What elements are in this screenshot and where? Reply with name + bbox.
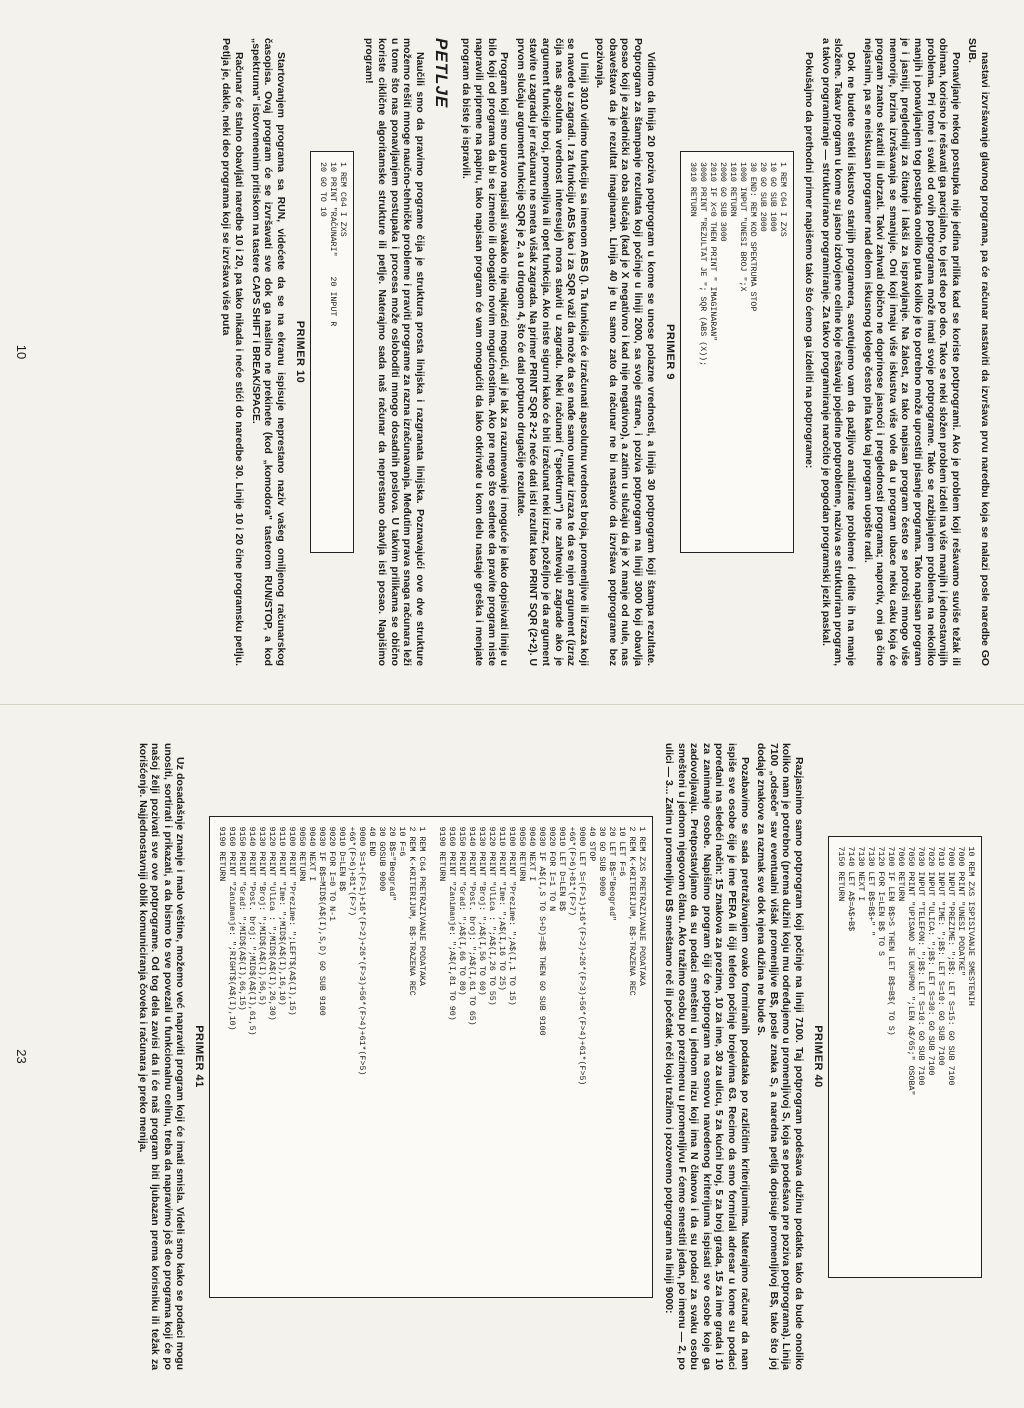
code-line [426,827,436,1287]
code-line: 9140 PRINT "Post. broj: ";MID$(A$(I),61,5) [247,826,257,1036]
code-line: +66*(F>6)+81*(F>7) [347,826,357,917]
code-line: 7020 INPUT "ULICA: ";B$: LET S=30: GO SUB 7100 [926,846,935,1076]
code-line: 9010 LET D=LEN B$ [557,826,567,912]
code-line: 40 STOP [587,826,597,862]
code-line: 9040 NEXT I [307,826,317,882]
code-line: 7030 INPUT "TELEFON: ";B$: LET S=10: GO SUB 7100 [916,846,925,1086]
code-line: 9140 PRINT "Post. broj: ";A$(I,61 TO 65) [467,826,477,1026]
code-line: 9160 PRINT "Zanimanje: ";RIGHT$(A$(I),10) [227,826,237,1031]
code-line: 7120 FOR I=LEN B$ TO S [876,846,885,957]
code-line: 2 REM K-KRITERIJUM, B$-TRAZENA REC [407,826,417,996]
code-line: 9160 PRINT "Zanimanje: ";A$(I,81 TO 90) [447,826,457,1021]
code-line: 1000 INPUT "UNESI BROJ ";X [737,162,747,292]
caption-primer-40: PRIMER 40 [812,1025,824,1088]
code-line: 20 LET B$="Beograd" [607,826,617,922]
end-paragraph-1: Startovanjem programa sa RUN, videćete da se na ekranu ispisuje neprestano naziv vašeg omiljenog računarskog časopisa. Ovaj program će se izvršavati sve dok ga nasilno ne prekinete (kod „komodora" tasterom RUN/STOP, a kod „spektruma" istovremenim pritiskom na tastere CAPS SHIFT i BREAK/SPACE. [249,38,286,666]
code-listing-primer-9 [680,151,794,553]
code-line: 7010 INPUT "IME: ";B$: LET S=10: GO SUB 7100 [936,846,945,1066]
code-line: 7130 LET B$=B$+" " [866,846,875,937]
code-listing-primer-10 [310,151,354,553]
code-line: 9150 PRINT "Grad: ";MID$(A$(I),66,15) [237,826,247,1011]
code-line: 10 REM ZXS ISPISIVANJE SMESTENIH [966,846,975,1006]
code-line: 20 B$="Beograd" [387,826,397,902]
page-23 [0,704,1024,1408]
primer-41-text [135,743,185,1370]
code-line: 9130 PRINT "Broj: ";A$(I,56 TO 60) [477,826,487,996]
code-line: 7000 PRINT "UNESI PODATKE" [956,846,965,976]
mid-paragraph-2: U liniji 3010 vidimo funkciju sa imenom ABS (). Ta funkcija će izračunati apsolutnu vrednost broja, promenljive ili izraza koji se navede u zagradi. I za funkciju ABS kao i za SQR važi da može da se nađe samo unutar izraza te da se njen argument (izraz čija nas apsolutna vrednost interesuje) mora staviti u zagradu. Neki računari ("spektrum") ne zahtevaju zagrade ako je argument funkcije broj, promenljiva ili opet funkcija. Ako niste sigurni kako će biti izračunat neki izraz, poželjno je da argument stavite u zagradu jer računaru ne smeta višak zagrada. Na primer PRINT SQR 2+2 neće dati isti rezultat kao PRINT SQR (2+2). U prvom slučaju argument funkcije SQR je 2, a u drugom 4, što će dati potpuno drugačije rezultate. [514,38,589,666]
page-number-10: 10 [14,344,29,360]
code-line: 9190 RETURN [217,826,227,882]
code-line: 7100 IF LEN B$>S THEN LET B$=B$( TO S) [886,846,895,1036]
p40-paragraph-1: Razjasnimo samo potprogram koji počinje na liniji 7100. Taj potprogram podešava dužinu podatka tako da bude onoliko koliko nam je potrebno (prema dužini koju mu određujemo u promenljivoj S, koja se podešava pre poziva potprograma). Linija 7100 „odseče" sav eventualni višak promenljive B$, posle znaka S, a naredna petlja dopisuje promenljivoj B$, tako što joj dodaje znakove za razmak sve dok njena dužina ne bude S. [755,743,804,1370]
code-line: 2000 GO SUB 3000 [717,162,727,242]
p41-paragraph-1: Uz dosadašnje znanje i malo veštine, možemo već napraviti program koji će imati smisla. Videli smo kako se podaci mogu unositi, sortirati i prikazati, a da bismo to sve povezali u funkcionalnu celinu, treba da napravimo još deo programa koji će po našoj želji pozivati sve ove potprograme. Od tog dela zavisi da li će naš program biti ljubazan prema korisniku ili težak za korišćenje. Najjednostavniji oblik komuniciranja čoveka i računara je preko menija. [136,743,186,1370]
section-title-petlje: PETLJE [431,38,451,109]
code-line: 9010 D=LEN B$ [337,826,347,892]
code-line: 7140 LET A$=A$+B$ [846,846,855,932]
mid-paragraph-3: Program koji smo upravo napisali svakako nije najkraći mogući, ali je lak za razumevanje i moguće je lako dopisivati linije u bilo koji od programa da bi se izmenio ili obogatio novim mogućnostima. Ako pre nego što sednete da pravite program niste napravili pripreme na papiru, tako napisan program će vam omogućiti da lako otkrivate u kom delu nastaje greška i menjate program da biste je ispravili. [460,38,510,666]
code-line: 9050 RETURN [517,826,527,882]
code-line: 30 GOSUB 9000 [377,826,387,892]
intro-paragraph-1: nastavi izvršavanje glavnog programa, pa će računar nastaviti da izvršava prvu naredbu koja se nalazi posle naredbe GO SUB. [966,38,990,666]
caption-primer-41: PRIMER 41 [193,1025,206,1088]
code-line: 9110 PRINT "Ime: ";MID$(A$(I),16,10) [277,826,287,1006]
code-line: 30 GO SUB 9000 [597,826,607,897]
code-line: 9100 PRINT "Prezime: ";LEFT$(A$(I),15) [287,826,297,1016]
mid-text [459,38,656,666]
code-line: 9000 S=1+(F>1)+16*(F>2)+26*(F>3)+56*(F>4)+61*(F>5) [357,826,367,1076]
code-line: 3010 RETURN [687,162,697,217]
code-line: 9020 FOR I=0 TO N-1 [327,826,337,922]
petlje-paragraph: Naučili smo da pravimo programe čija je struktura prosta linijska i razgranata linijska. Poznavajući ove dve strukture možemo rešiti mnoge naučno-tehničke probleme i praviti programe za razna izračunavanja. Međutim prava snaga računara leži u tome što nas ponavljanjem postupaka i procesa može osloboditi mnogo dosadnih poslova. U takvim prilikama se obično koriste ciklične algoritamske strukture ili petlje. Naterajmo sada naš računar da neprestano obavlja isti posao. Napišimo program! [363,38,425,666]
code-line: 1010 RETURN [727,162,737,217]
code-line: 7060 RETURN [896,846,905,902]
code-line: 7130 NEXT I [856,846,865,902]
intro-paragraph-4: Pokušajmo da prethodni primer napišemo tako što ćemo ga izdeliti na potprograme: [803,52,815,469]
code-line: 20 GO TO 10 [317,162,327,217]
code-line: 10 PRINT "RAČUNARI" 20 INPUT R [327,162,337,327]
code-line: 9190 RETURN [437,826,447,882]
code-line: 9040 NEXT I [527,826,537,882]
code-line: 1 REM C64 I ZXS [777,162,787,237]
code-line: 9030 IF B$=MID$(A$(I),S,D) GO SUB 9100 [317,826,327,1016]
code-line: 10 F=6 [397,826,407,857]
end-text [219,38,286,666]
code-line: 9120 PRINT "Ulica : ";A$(I,26 TO 55) [487,826,497,1006]
end-paragraph-2: Računar će stalno obavljati naredbe 10 i 20, pa tako nikada i neće stići do naredbe 30. Linije 10 i 20 čine programsku petlju. Petlja je, dakle, neki deo programa koji se izvršava više puta [220,38,245,666]
code-line: 7000 INPUT "PREZIME: ";B$: LET S=15: GO SUB 7100 [946,846,955,1086]
caption-primer-10: PRIMER 10 [293,320,306,384]
intro-paragraph-2: Ponavljanje nekog postupka nije jedina prilika kad se koriste potprogrami. Ako je problem koji rešavamo suviše težak ili obiman, korisno je rešavati ga parcijalno, to jest deo po deo. Tako se neki složen problem izdeli na više manjih i jednostavnijih problema. Pri tome i svaki od ovih potprograma može imati svoje potprograme. Tako se razbijanjem problema na nekoliko manjih i ponavljanjem tog postupka onoliko puta koliko je to potrebno može uprostiti pisanje programa. Tako napisan program je i jasniji, pregledniji za čitanje i lakši za ispravljanje. Na žalost, za tako napisan program često se potroši mnogo više memorije, brzina izvršavanja se smanjuje. Oni koji imaju više iskustva više vole da u program ubace neku caku koja će program znatno skratiti ili ubrzati. Takvi zahvati obično ne doprinose jasnoći i preglednosti programa; naprotiv, oni ga čine nejasnim, pa se neiskusan programer nad delom iskusnog kolege često pita kako taj program uopšte radi. [861,38,961,666]
code-line: 40 END [367,826,377,857]
code-line: 1 REM ZXS PRETRAZIVANJE PODATAKA [637,826,647,986]
intro-paragraph-3: Dok ne budete stekli iskustvo starijih programera, savetujemo vam da pažljivo analizirate probleme i delite ih na manje složene. Takav program u kome su jasno izdvojene celine koje rešavaju pojedine potprobleme, naziva se strukturiran program, a takvo programiranje — strukturirano programiranje. Za takvo programiranje naročito je pogodan programski jezik paskal. [819,38,857,666]
code-line: 9120 PRINT "Ulica : ";MID$(A$(I),26,30) [267,826,277,1021]
code-line: 2 REM K-KRITERIJUM, B$-TRAZENA REC [627,826,637,996]
code-listing-primer-40 [828,836,982,1278]
code-line: 30 END: REM KOD SPEKTRUMA STOP [747,162,757,312]
code-line: 9130 PRINT "Broj: ";MID$(A$(I),56,5) [257,826,267,1006]
code-line: 9110 PRINT "Ime: ";A$(I,16 TO 25) [497,826,507,991]
code-line: 7050 PRINT "UPISANO JE UKUPNO ";LEN A$/65;" OSOBA" [906,846,915,1096]
intro-text [802,38,990,666]
code-line: 9020 FOR I=1 TO N [547,826,557,912]
page-number-23: 23 [14,1049,29,1064]
code-listing-primer-41 [209,816,653,1298]
code-line: 9150 PRINT "Grad: ";A$(I,66 TO 80) [457,826,467,996]
p40-paragraph-2: Pozabavimo se sada pretraživanjem ovako formiranih podataka po različitim kriterijumima. Naterajmo računar da nam ispiše sve osobe čije je ime PERA ili čiji telefon počinje brojevima 63. Recimo da smo formirali adresar u kome su podaci poređani na sledeći način: 15 znakova za prezime, 10 za ime, 30 za ulicu, 5 za kućni broj, 5 za broj grada, 15 za ime grada i 10 za zanimanje osobe. Napišimo program čiji će potprogram na osnovu navedenog kriterijuma ispisati sve osobe koje ga zadovoljavaju. Pretpostavljamo da su podaci smešteni u jednom nizu koji ima N članova i da su podaci za svaku osobu smešteni u jednom njegovom članu. Ako tražimo osobu po prezimenu u promenljivu F ćemo smestiti jedan, po imenu — 2, po ulici — 3... Zatim u promenljivu B$ smeštamo reč ili početak reči koju tražimo i pozovemo potprogram na liniji 9000: [663,743,750,1370]
code-line: +66*(F>6)+81*(F>7) [567,826,577,917]
code-line: 9100 PRINT "Prezime: ";A$(I,1 TO 15) [507,826,517,1006]
code-line: 7150 RETURN [836,846,845,902]
code-line: 10 LET F=6 [617,826,627,877]
code-line: 20 GO SUB 2000 [757,162,767,232]
code-line: 2010 IF X<0 THEN PRINT " IMAGINARAN" [707,162,717,342]
code-line: 1 REM C64 PRETRAZIVANJE PODATAKA [417,826,427,986]
caption-primer-9: PRIMER 9 [663,324,676,380]
code-line: 9000 LET S=(F>1)+16*(F>2)+26*(F>3)+56*(F>4)+61*(F>5) [577,826,587,1086]
code-line: 1 REM C64 I ZXS [337,162,347,237]
mid-paragraph-1: Vidimo da linija 20 poziva potprogram u kome se unose polazne vrednosti, a linija 30 potprogram koji štampa rezultate. Potprogram za štampanje rezultata koji počinje u liniji 2000, sa svoje strane, i poziva potprogram na liniji 3000 koji obavlja posao koji je zajednički za oba slučaja (kad je X negativno i kad nije negativno), a zatim u slučaju da je X manje od nule, nas obaveštava da je rezultat imaginaran. Linija 40 je tu samo zato da računar ne bi nastavio da izvršava potprograme bez pozivanja. [594,38,656,666]
code-line: 9050 RETURN [297,826,307,882]
primer-40-text [661,743,804,1370]
code-line: 9030 IF A$(I,S TO S+D)=B$ THEN GO SUB 9100 [537,826,547,1036]
code-line: 10 GO SUB 1000 [767,162,777,232]
code-line: 3000 PRINT "REZULTAT JE "; SQR (ABS (X)); [697,162,707,367]
